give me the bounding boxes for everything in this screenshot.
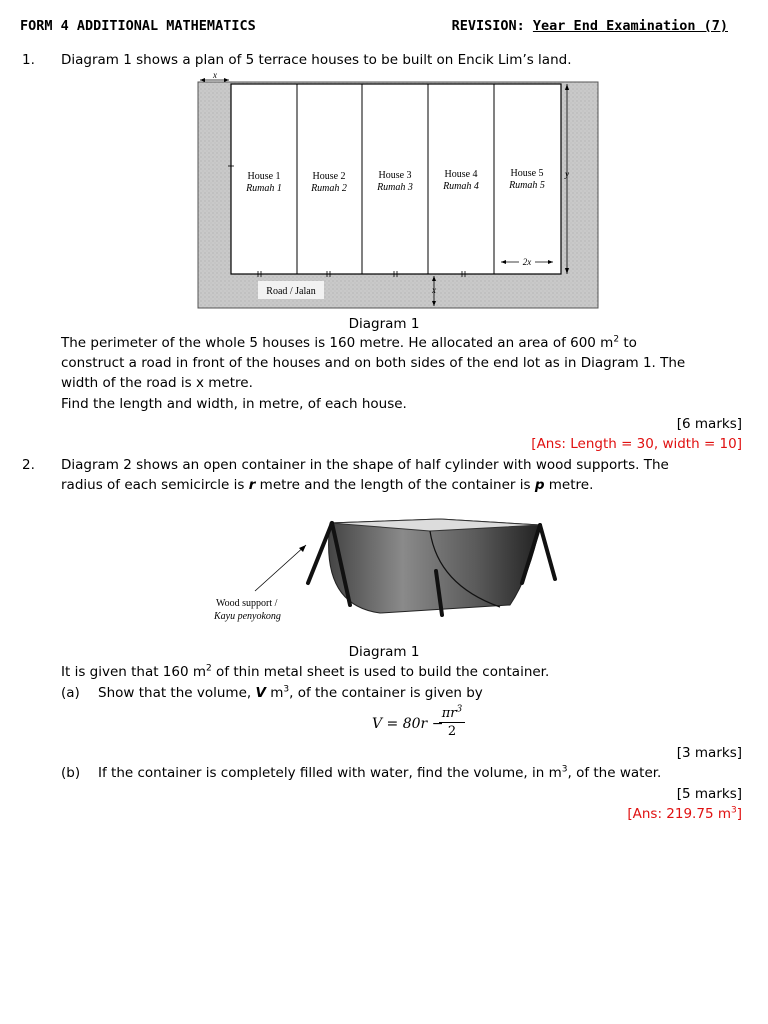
q1-marks: [6 marks] (676, 416, 742, 432)
q2a-label: (a) (61, 685, 80, 701)
q1-text-line3: width of the road is x metre. (61, 375, 253, 391)
house-3 (376, 170, 413, 193)
terrace-houses-diagram (196, 70, 600, 312)
house-5 (508, 168, 545, 191)
svg-text:Rumah 1: Rumah 1 (246, 183, 282, 194)
q1-number: 1. (22, 52, 35, 68)
formula-numerator: $\pi r^3$ (439, 705, 465, 723)
q2-text-line1: Diagram 2 shows an open container in the shape of half cylinder with wood supports. The (61, 457, 669, 473)
twox-label: 2x (522, 257, 532, 267)
svg-text:House 1: House 1 (247, 171, 281, 182)
svg-text:House 2: House 2 (312, 171, 346, 182)
wood-support-label: Wood support / (216, 598, 278, 609)
q1-text-line1: The perimeter of the whole 5 houses is 160 metre. He allocated an area of 600 $m^2$ to (61, 334, 637, 351)
q2-text-line2: radius of each semicircle is r metre and the length of the container is p metre. (61, 477, 594, 493)
q2b-marks: [5 marks] (676, 786, 742, 802)
q2a-text: Show that the volume, V $m^3$, of the container is given by (98, 684, 483, 701)
y-label: y (565, 169, 569, 179)
house-4 (442, 169, 479, 192)
course-title: FORM 4 ADDITIONAL MATHEMATICS (20, 18, 256, 34)
svg-text:Rumah 2: Rumah 2 (311, 183, 347, 194)
house-1 (245, 171, 282, 194)
revision-title: REVISION: Year End Examination (7) (451, 18, 728, 34)
x-label-top: x (213, 70, 217, 80)
svg-text:Rumah 5: Rumah 5 (509, 180, 545, 191)
q2a-marks: [3 marks] (676, 745, 742, 761)
half-cylinder-diagram (210, 505, 580, 635)
svg-text:House 4: House 4 (444, 169, 478, 180)
q1-intro: Diagram 1 shows a plan of 5 terrace houses to be built on Encik Lim’s land. (61, 52, 572, 68)
q2-diagram-caption: Diagram 1 (348, 644, 420, 660)
q2b-text: If the container is completely filled with water, find the volume, in $m^3$, of the water. (98, 764, 662, 781)
wood-support-label-ms: Kayu penyokong (214, 611, 281, 622)
road-label: Road / Jalan (266, 286, 316, 297)
formula-fraction (439, 705, 465, 741)
svg-text:Rumah 4: Rumah 4 (443, 181, 479, 192)
q1-answer: [Ans: Length = 30, width = 10] (531, 436, 742, 452)
q1-text-line4: Find the length and width, in metre, of each house. (61, 396, 407, 412)
q2-answer: [Ans: 219.75 $m^3$] (627, 805, 742, 822)
svg-text:House 3: House 3 (378, 170, 412, 181)
x-label-road: x (432, 285, 436, 295)
house-2 (310, 171, 347, 194)
formula-lhs: V = 80r − (372, 716, 444, 732)
q1-text-line2: construct a road in front of the houses and on both sides of the end lot as in Diagram 1. The (61, 355, 686, 371)
svg-text:Rumah 3: Rumah 3 (377, 182, 413, 193)
q1-diagram-caption: Diagram 1 (348, 316, 420, 332)
formula-denominator: 2 (447, 724, 457, 739)
q2-text-line3: It is given that 160 $m^2$ of thin metal sheet is used to build the container. (61, 663, 550, 680)
q2b-label: (b) (61, 765, 81, 781)
svg-text:House 5: House 5 (510, 168, 544, 179)
q2-number: 2. (22, 457, 35, 473)
container-body (329, 519, 540, 613)
